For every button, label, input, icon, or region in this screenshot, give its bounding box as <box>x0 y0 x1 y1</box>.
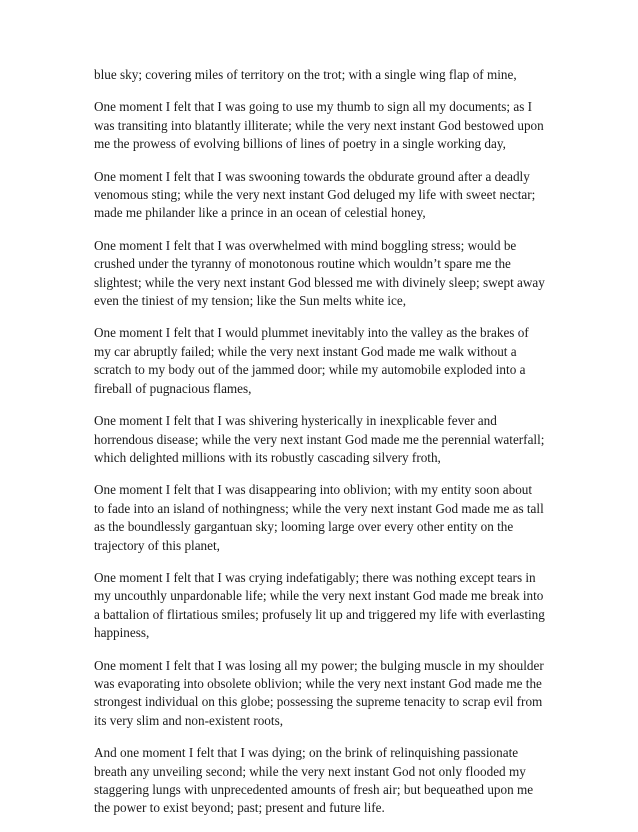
text-line: the power to exist beyond; past; present and future life. <box>94 800 385 816</box>
text-line: even the tiniest of my tension; like the Sun melts white ice, <box>94 293 407 309</box>
paragraph <box>94 744 554 818</box>
paragraph <box>94 569 554 643</box>
paragraph <box>94 168 554 223</box>
text-line: venomous sting; while the very next instant God deluged my life with sweet nectar; <box>94 187 536 203</box>
text-line: crushed under the tyranny of monotonous routine which wouldn’t spare me the <box>94 256 511 272</box>
text-line: strongest individual on this globe; possessing the supreme tenacity to scrap evil from <box>94 694 543 710</box>
text-line: One moment I felt that I would plummet inevitably into the valley as the brakes of <box>94 325 529 341</box>
text-line: breath any unveiling second; while the very next instant God not only flooded my <box>94 763 526 779</box>
paragraph <box>94 412 554 467</box>
text-line: One moment I felt that I was shivering hysterically in inexplicable fever and <box>94 413 497 429</box>
text-line: was transiting into blatantly illiterate; while the very next instant God bestowed upon <box>94 117 544 133</box>
text-line: made me philander like a prince in an ocean of celestial honey, <box>94 205 426 221</box>
text-line: scratch to my body out of the jammed door; while my automobile exploded into a <box>94 362 526 378</box>
paragraph <box>94 237 554 311</box>
text-line: which delighted millions with its robustly cascading silvery froth, <box>94 449 441 465</box>
poem-body <box>94 66 554 832</box>
text-line: as the boundlessly gargantuan sky; looming large over every other entity on the <box>94 519 514 535</box>
paragraph <box>94 98 554 153</box>
text-line: was evaporating into obsolete oblivion; while the very next instant God made me the <box>94 675 542 691</box>
text-line: my uncouthly unpardonable life; while the very next instant God made me break into <box>94 588 544 604</box>
paragraph <box>94 324 554 398</box>
text-line: slightest; while the very next instant God blessed me with divinely sleep; swept away <box>94 274 545 290</box>
paragraph <box>94 481 554 555</box>
paragraph <box>94 657 554 731</box>
text-line: my car abruptly failed; while the very next instant God made me walk without a <box>94 343 517 359</box>
text-line: One moment I felt that I was losing all my power; the bulging muscle in my shoulder <box>94 657 544 673</box>
text-line: a battalion of flirtatious smiles; profusely lit up and triggered my life with everlasting <box>94 606 545 622</box>
text-line: me the prowess of evolving billions of lines of poetry in a single working day, <box>94 136 506 152</box>
text-line: One moment I felt that I was disappearing into oblivion; with my entity soon about <box>94 482 533 498</box>
text-line: to fade into an island of nothingness; while the very next instant God made me as tall <box>94 500 544 516</box>
text-line: One moment I felt that I was going to use my thumb to sign all my documents; as I <box>94 99 533 115</box>
text-line: fireball of pugnacious flames, <box>94 380 252 396</box>
text-line: One moment I felt that I was overwhelmed with mind boggling stress; would be <box>94 237 517 253</box>
text-line: blue sky; covering miles of territory on the trot; with a single wing flap of mine, <box>94 67 517 82</box>
text-line: horrendous disease; while the very next instant God made me the perennial waterfall; <box>94 431 545 447</box>
text-line: One moment I felt that I was swooning towards the obdurate ground after a deadly <box>94 168 530 184</box>
text-line: trajectory of this planet, <box>94 537 220 553</box>
text-line: staggering lungs with unprecedented amounts of fresh air; but bequeathed upon me <box>94 782 534 797</box>
text-line: happiness, <box>94 625 150 641</box>
text-line: One moment I felt that I was crying indefatigably; there was nothing except tears in <box>94 569 536 585</box>
text-line: And one moment I felt that I was dying; on the brink of relinquishing passionate <box>94 745 519 761</box>
text-line: its very slim and non-existent roots, <box>94 712 283 728</box>
paragraph <box>94 66 554 84</box>
